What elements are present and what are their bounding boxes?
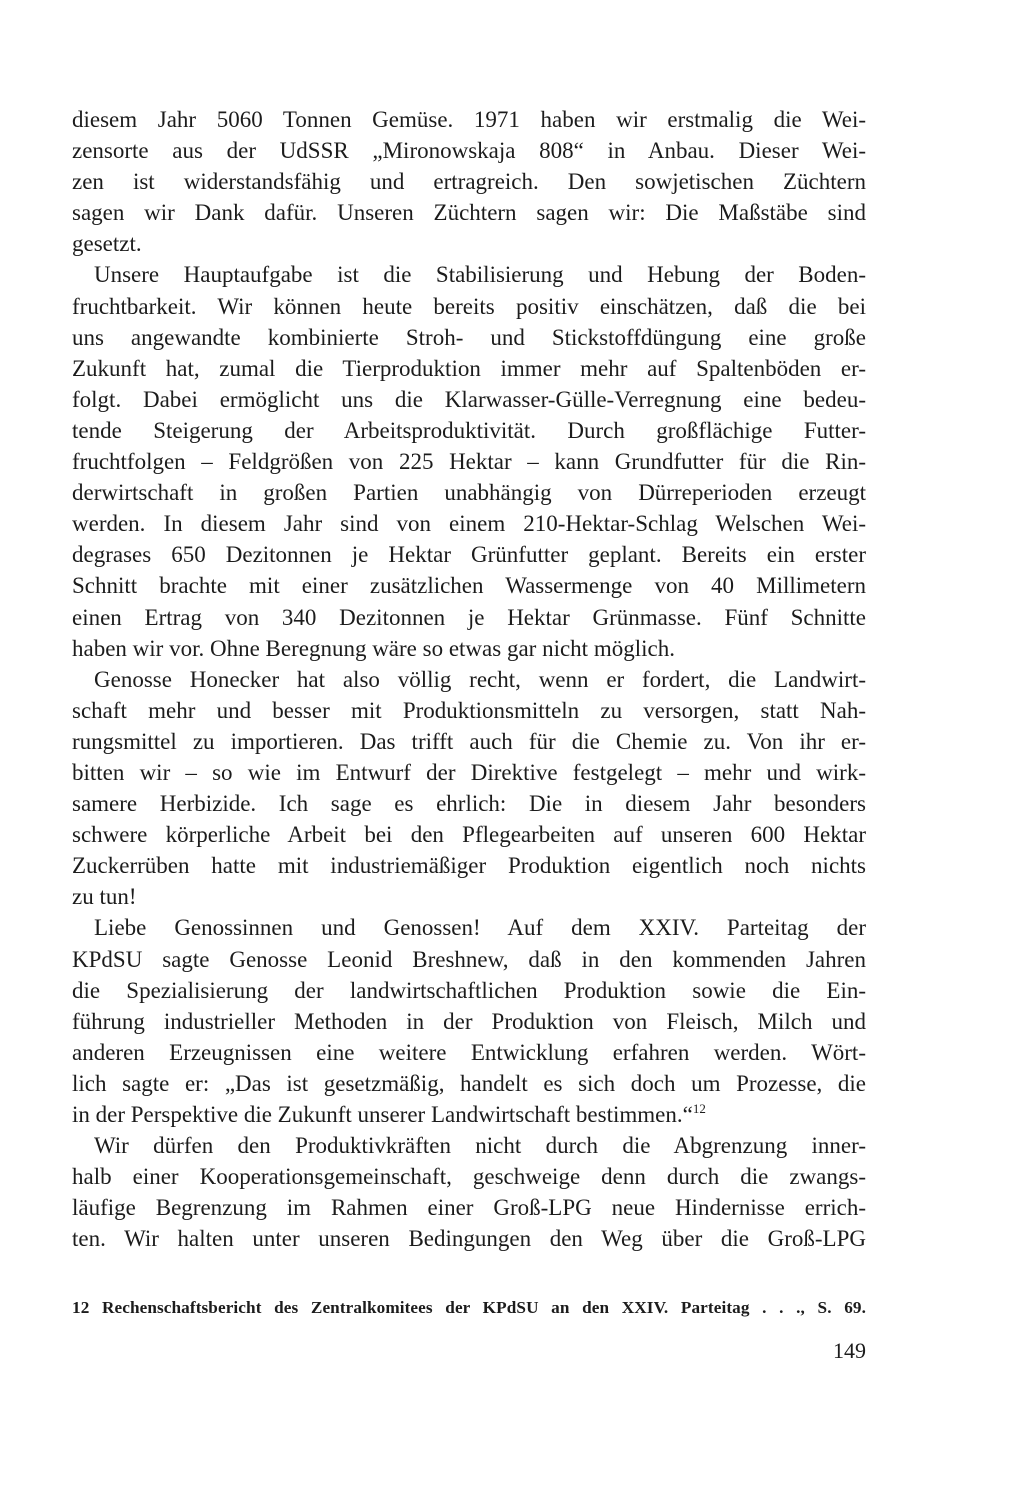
text-line: uns angewandte kombinierte Stroh- und Stickstoffdüngung eine große: [72, 324, 866, 350]
text-line: folgt. Dabei ermöglicht uns die Klarwasser-Gülle-Verregnung eine bedeu-: [72, 386, 866, 412]
paragraph: [72, 912, 866, 1130]
paragraph: [72, 259, 866, 663]
text-line: lich sagte er: „Das ist gesetzmäßig, handelt es sich doch um Prozesse, die: [72, 1070, 866, 1096]
text-line: Zukunft hat, zumal die Tierproduktion immer mehr auf Spaltenböden er-: [72, 355, 866, 381]
text-line: Zuckerrüben hatte mit industriemäßiger Produktion eigentlich noch nichts: [72, 853, 866, 879]
text-line: zu tun!: [72, 884, 137, 910]
text-line: haben wir vor. Ohne Beregnung wäre so etwas gar nicht möglich.: [72, 635, 675, 661]
body-text: [72, 104, 866, 1254]
text-line: ten. Wir halten unter unseren Bedingungen den Weg über die Groß-LPG: [72, 1226, 866, 1252]
text-line: sagen wir Dank dafür. Unseren Züchtern sagen wir: Die Maßstäbe sind: [72, 200, 866, 226]
text-line-content: in der Perspektive die Zukunft unserer Landwirtschaft bestimmen.“: [72, 1102, 693, 1127]
text-line: fruchtbarkeit. Wir können heute bereits positiv einschätzen, daß die bei: [72, 293, 866, 319]
text-line: gesetzt.: [72, 231, 142, 257]
text-line: degrases 650 Dezitonnen je Hektar Grünfutter geplant. Bereits ein erster: [72, 542, 866, 568]
paragraph: [72, 664, 866, 913]
text-line: Wir dürfen den Produktivkräften nicht durch die Abgrenzung inner-: [94, 1133, 866, 1159]
text-line: rungsmittel zu importieren. Das trifft auch für die Chemie zu. Von ihr er-: [72, 728, 866, 754]
text-line: [72, 1099, 866, 1130]
text-line: läufige Begrenzung im Rahmen einer Groß-LPG neue Hindernisse errich-: [72, 1195, 866, 1221]
text-line: einen Ertrag von 340 Dezitonnen je Hektar Grünmasse. Fünf Schnitte: [72, 604, 866, 630]
text-line: samere Herbizide. Ich sage es ehrlich: Die in diesem Jahr besonders: [72, 791, 866, 817]
text-line: Schnitt brachte mit einer zusätzlichen Wassermenge von 40 Millimetern: [72, 573, 866, 599]
paragraph: [72, 104, 866, 259]
text-line: Unsere Hauptaufgabe ist die Stabilisierung und Hebung der Boden-: [94, 262, 866, 288]
text-line: halb einer Kooperationsgemeinschaft, geschweige denn durch die zwangs-: [72, 1164, 866, 1190]
text-line: fruchtfolgen – Feldgrößen von 225 Hektar – kann Grundfutter für die Rin-: [72, 449, 866, 475]
text-line: Genosse Honecker hat also völlig recht, wenn er fordert, die Landwirt-: [94, 666, 866, 692]
text-line: bitten wir – so wie im Entwurf der Direktive festgelegt – mehr und wirk-: [72, 759, 866, 785]
text-line: anderen Erzeugnissen eine weitere Entwicklung erfahren werden. Wört-: [72, 1039, 866, 1065]
footnote: 12 Rechenschaftsbericht des Zentralkomitees der KPdSU an den XXIV. Parteitag . . ., S. 69.: [72, 1298, 866, 1317]
text-line: diesem Jahr 5060 Tonnen Gemüse. 1971 haben wir erstmalig die Wei-: [72, 107, 866, 132]
text-line: zensorte aus der UdSSR „Mironowskaja 808“ in Anbau. Dieser Wei-: [72, 138, 866, 164]
text-line: schaft mehr und besser mit Produktionsmitteln zu versorgen, statt Nah-: [72, 697, 866, 723]
paragraph: [72, 1130, 866, 1254]
text-line: werden. In diesem Jahr sind von einem 210-Hektar-Schlag Welschen Wei-: [72, 511, 866, 537]
text-line: derwirtschaft in großen Partien unabhängig von Dürreperioden erzeugt: [72, 480, 866, 506]
text-line: zen ist widerstandsfähig und ertragreich. Den sowjetischen Züchtern: [72, 169, 866, 195]
text-line: schwere körperliche Arbeit bei den Pflegearbeiten auf unseren 600 Hektar: [72, 822, 866, 848]
text-line: tende Steigerung der Arbeitsproduktivität. Durch großflächige Futter-: [72, 417, 866, 443]
text-line: führung industrieller Methoden in der Produktion von Fleisch, Milch und: [72, 1008, 866, 1034]
text-line: KPdSU sagte Genosse Leonid Breshnew, daß in den kommenden Jahren: [72, 946, 866, 972]
text-line: Liebe Genossinnen und Genossen! Auf dem XXIV. Parteitag der: [94, 915, 866, 941]
page-number: 149: [833, 1338, 866, 1363]
footnote-reference[interactable]: 12: [692, 1101, 706, 1116]
text-line: die Spezialisierung der landwirtschaftlichen Produktion sowie die Ein-: [72, 977, 866, 1003]
